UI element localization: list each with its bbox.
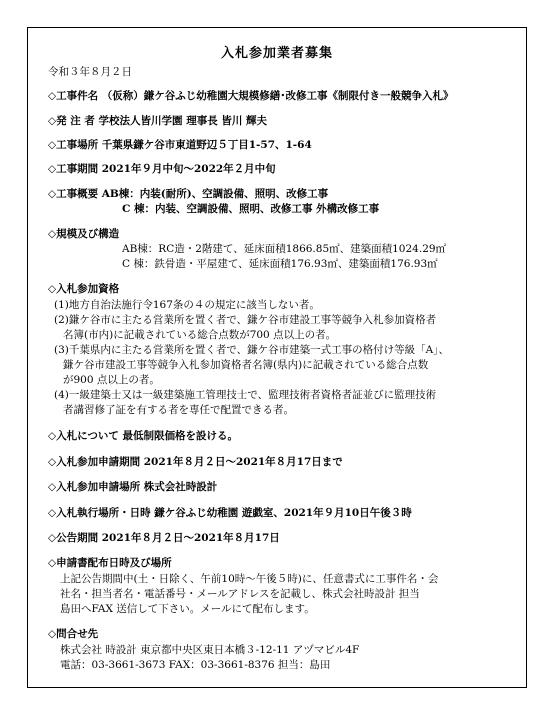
bid-execution-line: ◇入札執行場所・日時 鎌ケ谷ふじ幼稚園 遊戯室、2021年９月10日午後３時 (48, 507, 412, 519)
qualification-2b: 名簿(市内)に記載されている総合点数が700 点以上の者。 (63, 329, 337, 341)
qualification-3b: 鎌ケ谷市建設工事等競争入札参加資格者名簿(県内)に記載されている総合点数 (63, 359, 429, 371)
qualification-heading: ◇入札参加資格 (48, 283, 120, 295)
bid-note-line: ◇入札について 最低制限価格を設ける。 (48, 430, 239, 442)
scale-line-c: C 棟：鉄骨造・平屋建て、延床面積176.93㎡、建築面積176.93㎡ (122, 258, 438, 270)
period-line: ◇工事期間 2021年９月中旬～2022年２月中旬 (48, 163, 276, 175)
notice-period-line: ◇公告期間 2021年８月２日～2021年８月17日 (48, 532, 280, 544)
qualification-3c: が900 点以上の者。 (63, 374, 160, 386)
distribution-body-1: 上記公告期間中(土・日除く、午前10時～午後５時)に、任意書式に工事件名・会 (60, 573, 439, 585)
qualification-1: (1)地方自治法施行令167条の４の規定に該当しない者。 (54, 299, 320, 311)
site-line: ◇工事場所 千葉県鎌ケ谷市東道野辺５丁目1-57、1-64 (48, 139, 312, 151)
notice-date: 令和３年８月２日 (48, 66, 132, 78)
overview-line-c: C 棟：内装、空調設備、照明、改修工事 外構改修工事 (122, 203, 380, 215)
project-name-line: ◇工事件名 （仮称）鎌ケ谷ふじ幼稚園大規模修繕･改修工事《制限付き一般競争入札》 (48, 90, 454, 102)
overview-line-ab: ◇工事概要 AB棟：内装(耐所)、空調設備、照明、改修工事 (48, 188, 329, 200)
contact-phone: 電話：03-3661-3673 FAX：03-3661-8376 担当：島田 (60, 659, 331, 671)
notice-title: 入札参加業者募集 (220, 46, 333, 61)
contact-company: 株式会社 時設計 東京都中央区東日本橋３-12-11 アヅマビル4F (60, 644, 360, 656)
scale-heading: ◇規模及び構造 (48, 228, 120, 240)
application-place-line: ◇入札参加申請場所 株式会社時設計 (48, 481, 218, 493)
qualification-4b: 者講習修了証を有する者を専任で配置できる者。 (63, 404, 294, 416)
application-period-line: ◇入札参加申請期間 2021年８月２日～2021年８月17日まで (48, 456, 343, 468)
qualification-3a: (3)千葉県内に主たる営業所を置く者で、鎌ケ谷市建築一式工事の格付け等級「A」、 (54, 344, 449, 356)
scale-line-ab: AB棟：RC造・2階建て、延床面積1866.85㎡、建築面積1024.29㎡ (122, 243, 447, 255)
distribution-body-2: 社名・担当者名・電話番号・メールアドレスを記載し、株式会社時設計 担当 (60, 588, 420, 600)
contact-heading: ◇問合せ先 (48, 628, 99, 640)
qualification-4a: (4)一級建築士又は一級建築施工管理技士で、監理技術者資格者証並びに監理技術 (54, 389, 437, 401)
distribution-body-3: 島田へFAX 送信して下さい。メールにて配布します。 (60, 603, 315, 615)
qualification-2a: (2)鎌ケ谷市に主たる営業所を置く者で、鎌ケ谷市建設工事等競争入札参加資格者 (54, 314, 437, 326)
distribution-heading: ◇申請書配布日時及び場所 (48, 557, 172, 569)
client-line: ◇発 注 者 学校法人皆川学園 理事長 皆川 輝夫 (48, 115, 268, 127)
